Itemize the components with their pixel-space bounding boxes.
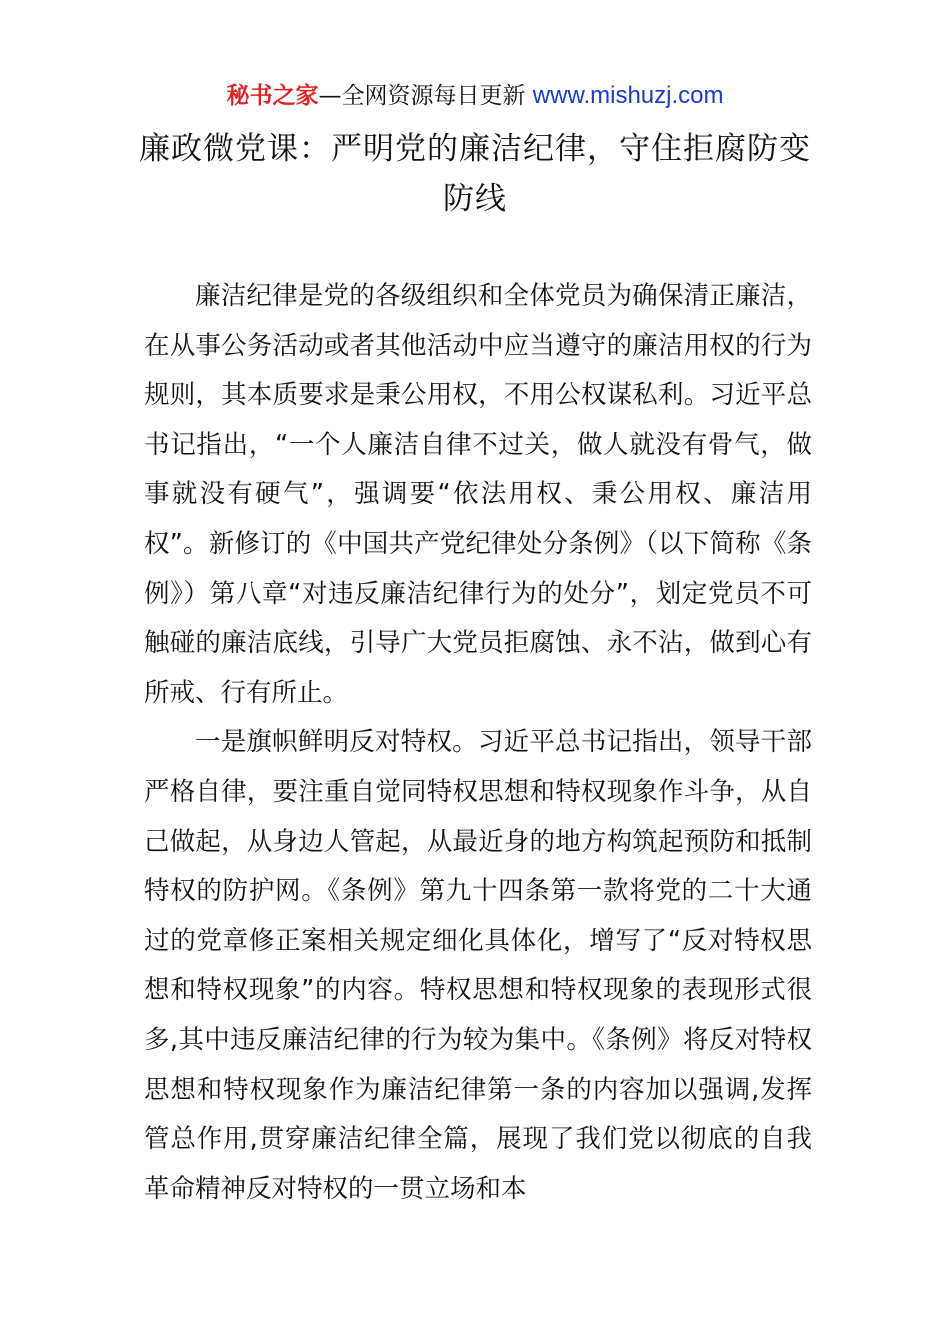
- document-title: 廉政微党课：严明党的廉洁纪律，守住拒腐防变防线: [139, 131, 811, 217]
- site-url-link[interactable]: www.mishuzj.com: [532, 82, 724, 109]
- brand-name: 秘书之家: [226, 83, 319, 109]
- header-tagline: —全网资源每日更新: [318, 83, 533, 109]
- paragraph: 廉洁纪律是党的各级组织和全体党员为确保清正廉洁，在从事公务活动或者其他活动中应当遵守的廉洁用权的行为规则，其本质要求是秉公用权，不用公权谋私利。习近平总书记指出，“一个人廉洁自律不过关，做人就没有骨气，做事就没有硬气”，强调要“依法用权、秉公用权、廉洁用权”。新修订的《中国共产党纪律处分条例》（以下简称《条例》）第八章“对违反廉洁纪律行为的处分”，划定党员不可触碰的廉洁底线，引导广大党员拒腐蚀、永不沾，做到心有所戒、行有所止。: [144, 281, 812, 708]
- document-body: [144, 272, 812, 1214]
- site-header: [0, 80, 950, 112]
- paragraph: 一是旗帜鲜明反对特权。习近平总书记指出，领导干部严格自律，要注重自觉同特权思想和特权现象作斗争，从自己做起，从身边人管起，从最近身的地方构筑起预防和抵制特权的防护网。《条例》第九十四条第一款将党的二十大通过的党章修正案相关规定细化具体化，增写了“反对特权思想和特权现象”的内容。特权思想和特权现象的表现形式很多,其中违反廉洁纪律的行为较为集中。《条例》将反对特权思想和特权现象作为廉洁纪律第一条的内容加以强调,发挥管总作用,贯穿廉洁纪律全篇，展现了我们党以彻底的自我革命精神反对特权的一贯立场和本: [144, 727, 812, 1204]
